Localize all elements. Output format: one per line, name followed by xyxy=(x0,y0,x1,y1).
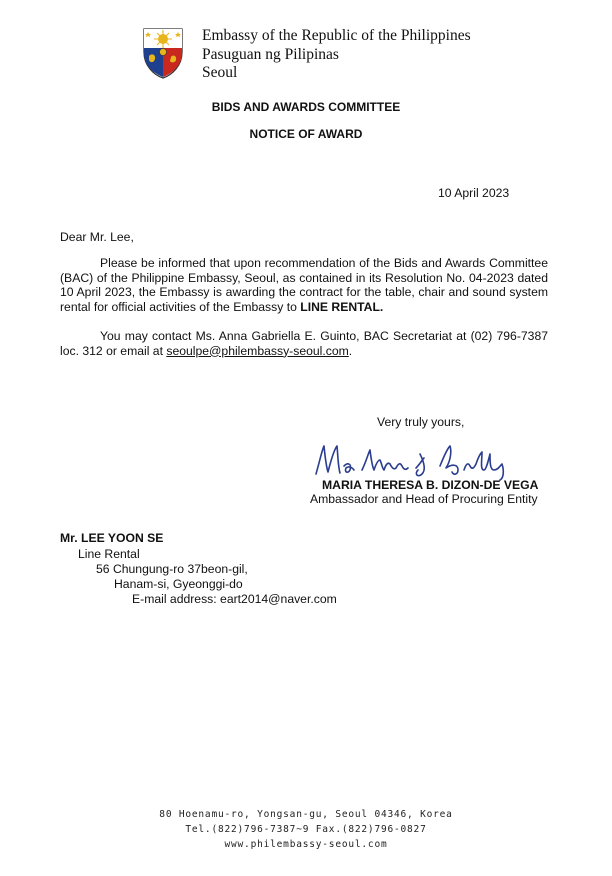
philippine-seal-logo xyxy=(138,26,188,80)
paragraph-award-text: Please be informed that upon recommendation of the Bids and Awards Committee (BAC) of the Philippine Embassy, Seoul, as contained in its Resolution No. 04-2023 dated 10 April 2023, the Embassy is awarding the contract for the table, chair and sound system rental for official activities of the Embassy to xyxy=(60,256,548,314)
recipient-company: Line Rental xyxy=(78,547,140,561)
recipient-email: E-mail address: eart2014@naver.com xyxy=(132,592,337,606)
secretariat-email-link[interactable]: seoulpe@philembassy-seoul.com xyxy=(166,343,349,358)
closing: Very truly yours, xyxy=(377,415,465,429)
recipient-name: Mr. LEE YOON SE xyxy=(60,531,164,545)
notice-title: NOTICE OF AWARD xyxy=(249,127,363,141)
committee-title: BIDS AND AWARDS COMMITTEE xyxy=(211,100,401,114)
paragraph-contact xyxy=(60,329,548,358)
footer-website: www.philembassy-seoul.com xyxy=(224,839,388,850)
footer-phone-fax: Tel.(822)796-7387~9 Fax.(822)796-0827 xyxy=(185,824,427,835)
paragraph-contact-text: You may contact Ms. Anna Gabriella E. Guinto, BAC Secretariat at (02) 796-7387 loc. 312 or email at xyxy=(60,329,548,358)
signatory-name: MARIA THERESA B. DIZON-DE VEGA xyxy=(322,478,539,492)
letterhead-line-2: Pasuguan ng Pilipinas xyxy=(202,46,339,63)
awardee-name: LINE RENTAL. xyxy=(300,299,384,314)
paragraph-contact-end: . xyxy=(348,343,353,358)
paragraph-award xyxy=(60,256,548,314)
recipient-address-2: Hanam-si, Gyeonggi-do xyxy=(114,577,243,591)
recipient-address-1: 56 Chungung-ro 37beon-gil, xyxy=(96,562,248,576)
salutation: Dear Mr. Lee, xyxy=(60,230,134,244)
letterhead-line-1: Embassy of the Republic of the Philippines xyxy=(202,27,471,44)
signatory-title: Ambassador and Head of Procuring Entity xyxy=(310,492,538,506)
letter-date: 10 April 2023 xyxy=(438,186,510,200)
footer-address: 80 Hoenamu-ro, Yongsan-gu, Seoul 04346, Korea xyxy=(159,809,453,820)
letterhead-line-3: Seoul xyxy=(202,64,238,81)
